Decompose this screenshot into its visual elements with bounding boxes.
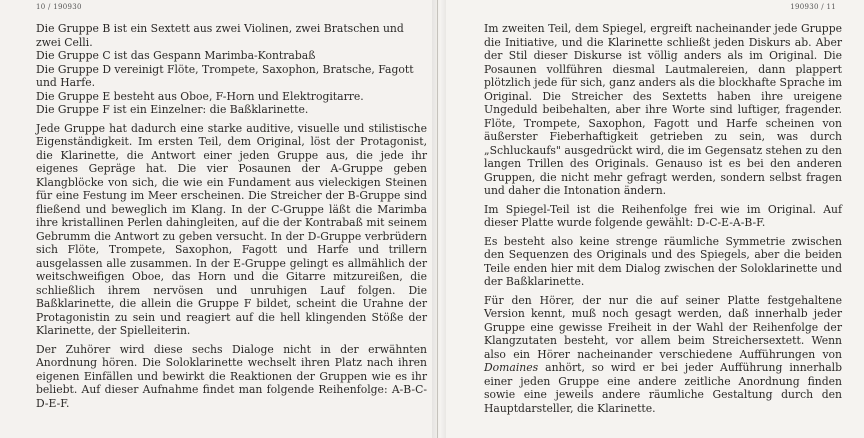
page-number-right: 190930 / 11 <box>790 3 836 11</box>
right-page <box>438 0 864 438</box>
page-number-left: 10 / 190930 <box>36 3 82 11</box>
group-list-item: Die Gruppe C ist das Gespann Marimba-Kontrabaß <box>36 49 316 62</box>
left-page-text <box>36 22 427 410</box>
paragraph-text: anhört, so wird er bei jeder Aufführung innerhalb einer jeden Gruppe eine andere zeitliche Anordnung finden sowie eine jeweils andere räumliche Gestaltung durch den Hauptdarsteller, die Klarinette. <box>484 361 842 415</box>
body-paragraph: Jede Gruppe hat dadurch eine starke auditive, visuelle und stilistische Eigenständigkeit. Im ersten Teil, dem Original, löst der Protagonist, die Klarinette, die Antwort einer jeden Gruppe aus, die jede ihr eigenes Gepräge hat. Die vier Posaunen der A-Gruppe geben Klangblöcke von sich, die wie ein Fundament aus vieleckigen Steinen für eine Festung im Meer erscheinen. Die Streicher der B-Gruppe sind fließend und beweglich im Klang. In der C-Gruppe läßt die Marimba ihre kristallinen Perlen dahingleiten, auf die der Kontrabaß mit seinem Gebrumm die Antwort zu geben versucht. In der D-Gruppe verbrüdern sich Flöte, Trompete, Saxophon, Fagott und Harfe und trillern ausgelassen alle zusammen. In der E-Gruppe gelingt es allmählich der weitschweifigen Oboe, das Horn und die Gitarre mitzureißen, die schließlich ihrem nervösen und unruhigen Lauf folgen. Die Baßklarinette, die allein die Gruppe F bildet, scheint die Urahne der Protagonistin zu sein und reagiert auf die hell klingenden Stöße der Klarinette, der Spielleiterin. <box>36 121 427 337</box>
body-paragraph: Im zweiten Teil, dem Spiegel, ergreift nacheinander jede Gruppe die Initiative, und die Klarinette schließt jeden Diskurs ab. Aber der Stil dieser Diskurse ist völlig anders als im Original. Die Posaunen vollführen diesmal Lautmalereien, dann plappert plötzlich jede für sich, ganz anders als die blockhafte Sprache im Original. Die Streicher des Sextetts haben ihre ureigene Ungeduld beibehalten, aber ihre Worte sind luftiger, fragender. Flöte, Trompete, Saxophon, Fagott und Harfe scheinen von äußerster Fieberhaftigkeit getrieben zu sein, was durch „Schluckaufs" ausgedrückt wird, die im Gegensatz stehen zu den langen Trillen des Originals. Genauso ist es bei den anderen Gruppen, die nicht mehr gefragt werden, sondern selbst fragen und daher die Intonation ändern. <box>484 22 842 197</box>
group-list-item: Die Gruppe F ist ein Einzelner: die Baßklarinette. <box>36 103 309 116</box>
right-page-text <box>484 22 842 415</box>
body-paragraph: Es besteht also keine strenge räumliche Symmetrie zwischen den Sequenzen des Originals und des Spiegels, aber die beiden Teile enden hier mit dem Dialog zwischen der Soloklarinette und der Baßklarinette. <box>484 234 842 288</box>
paragraph-text: Für den Hörer, der nur die auf seiner Platte festgehaltene Version kennt, muß noch gesagt werden, daß innerhalb jeder Gruppe eine gewisse Freiheit in der Wahl der Reihenfolge der Klangzutaten besteht, vor allem beim Streichersextett. Wenn also ein Hörer nacheinander verschiedene Aufführungen von <box>484 293 842 361</box>
gutter-shadow <box>432 0 446 438</box>
group-list <box>36 22 427 117</box>
group-list-item: Die Gruppe B ist ein Sextett aus zwei Violinen, zwei Bratschen und zwei Celli. <box>36 22 404 49</box>
body-paragraph <box>484 294 842 416</box>
group-list-item: Die Gruppe D vereinigt Flöte, Trompete, Saxophon, Bratsche, Fagott und Harfe. <box>36 62 414 89</box>
group-list-item: Die Gruppe E besteht aus Oboe, F-Horn und Elektrogitarre. <box>36 89 364 103</box>
work-title: Domaines <box>484 361 539 374</box>
body-paragraph: Im Spiegel-Teil ist die Reihenfolge frei wie im Original. Auf dieser Platte wurde folgende gewählt: D-C-E-A-B-F. <box>484 202 842 229</box>
body-paragraph: Der Zuhörer wird diese sechs Dialoge nicht in der erwähnten Anordnung hören. Die Soloklarinette wechselt ihren Platz nach ihren eigenen Einfällen und bewirkt die Reaktionen der Gruppen wie es ihr beliebt. Auf dieser Aufnahme findet man folgende Reihenfolge: A-B-C-D-E-F. <box>36 342 427 410</box>
